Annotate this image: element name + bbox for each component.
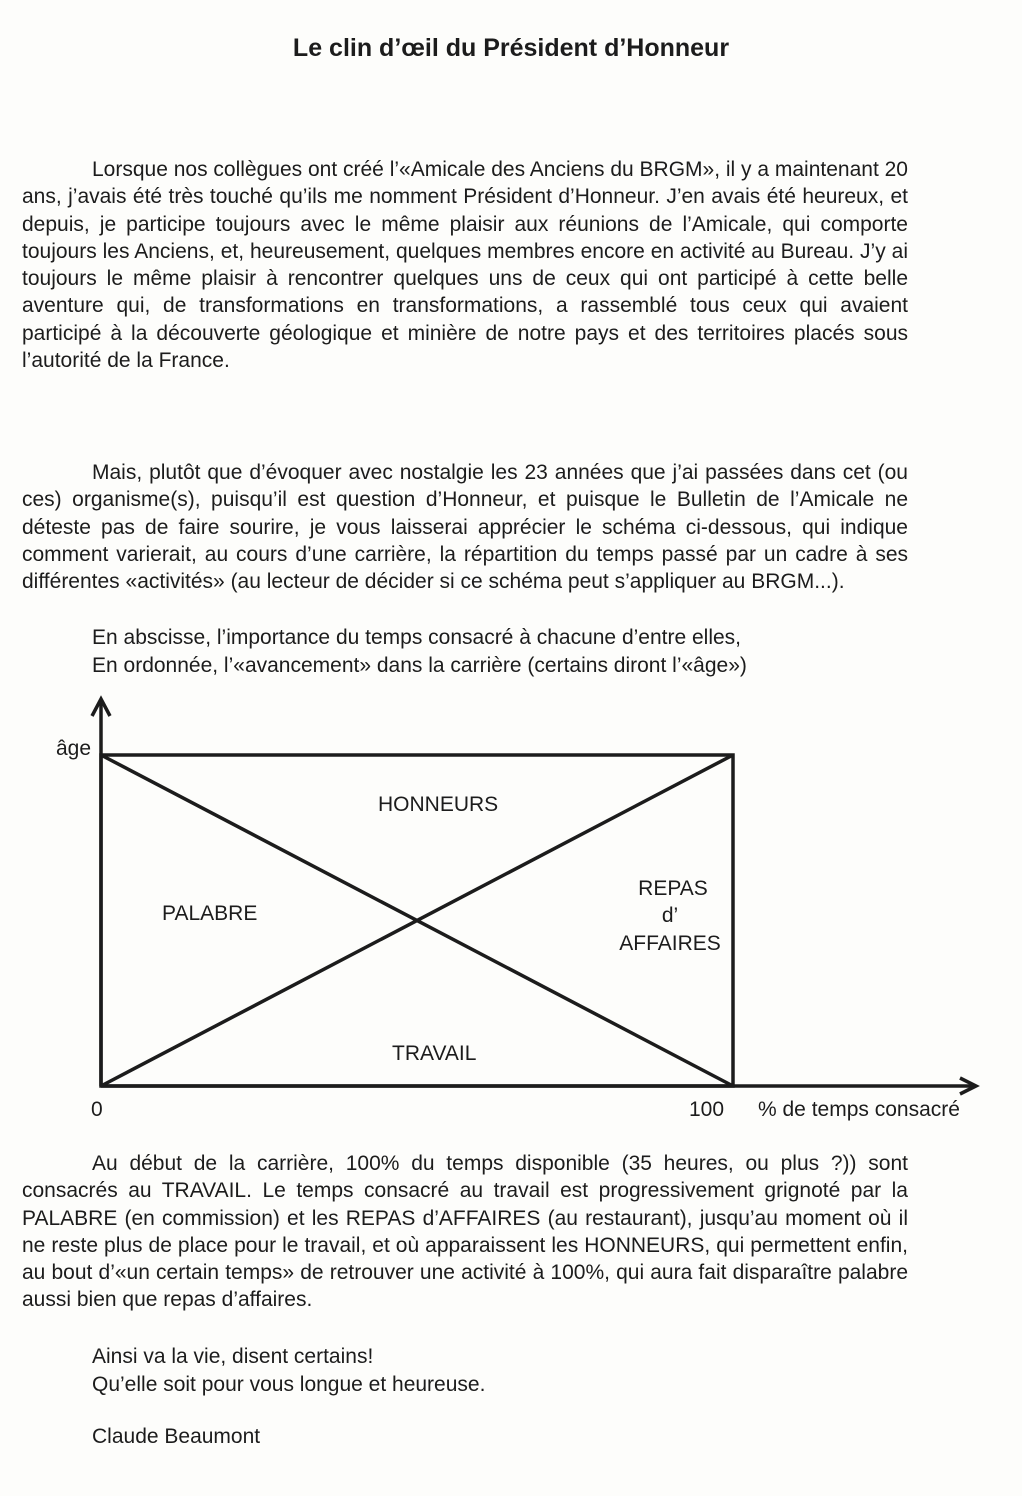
region-repas-line3: AFFAIRES — [619, 932, 721, 955]
region-honneurs: HONNEURS — [378, 793, 499, 816]
region-repas-line2: d’ — [661, 904, 679, 927]
region-repas-line1: REPAS — [638, 877, 708, 900]
paragraph-schema-text: Mais, plutôt que d’évoquer avec nostalgie les 23 années que j’ai passées dans cet (ou ces) organisme(s), puisqu’il est question d’Honneur, et puisque le Bulletin de l’Amicale ne déteste pas de faire sourire, je vous laisserai apprécier le schéma ci-dessous, qui indique comment varierait, au cours d’une carrière, la répartition du temps passé par un cadre à ses différentes «activités» (au lecteur de décider si ce schéma peut s’appliquer au BRGM...). — [22, 461, 908, 594]
region-palabre: PALABRE — [162, 902, 258, 925]
closing-line-1: Ainsi va la vie, disent certains! — [92, 1345, 374, 1368]
x-origin-label: 0 — [91, 1098, 103, 1121]
signature: Claude Beaumont — [92, 1425, 261, 1448]
paragraph-explanation-text: Au début de la carrière, 100% du temps disponible (35 heures, ou plus ?)) sont consacrés au TRAVAIL. Le temps consacré au travail est progressivement grignoté par la PALABRE (en commission) et les REPAS d’AFFAIRES (au restaurant), jusqu’au moment où il ne reste plus de place pour le travail, et où apparaissent les HONNEURS, qui permettent enfin, au bout d’«un certain temps» de retrouver une activité à 100%, qui aura fait disparaître palabre aussi bien que repas d’affaires. — [22, 1152, 908, 1312]
closing-line-2: Qu’elle soit pour vous longue et heureuse. — [92, 1373, 486, 1396]
x-axis-label: % de temps consacré — [758, 1098, 960, 1121]
page-title: Le clin d’œil du Président d’Honneur — [292, 34, 730, 62]
region-travail: TRAVAIL — [392, 1042, 477, 1065]
y-axis-label: âge — [56, 737, 92, 760]
paragraph-explanation — [22, 1150, 908, 1314]
paragraph-intro-text: Lorsque nos collègues ont créé l’«Amicale des Anciens du BRGM», il y a maintenant 20 ans, j’avais été très touché qu’ils me nomment Président d’Honneur. J’en avais été heureux, et depuis, je participe toujours avec le même plaisir aux réunions de l’Amicale, qui comporte toujours les Anciens, et, heureusement, quelques membres encore en activité au Bureau. J’y ai toujours le même plaisir à rencontrer quelques uns de ceux qui ont participé à cette belle aventure qui, de transformations en transformations, a rassemblé tous ceux qui avaient participé à la découverte géologique et minière de notre pays et des territoires placés sous l’autorité de la France. — [22, 158, 908, 373]
abscisse-line: En abscisse, l’importance du temps consacré à chacune d’entre elles, — [92, 626, 742, 649]
x-max-label: 100 — [689, 1098, 725, 1121]
ordonnee-line: En ordonnée, l’«avancement» dans la carrière (certains diront l’«âge») — [92, 654, 747, 677]
